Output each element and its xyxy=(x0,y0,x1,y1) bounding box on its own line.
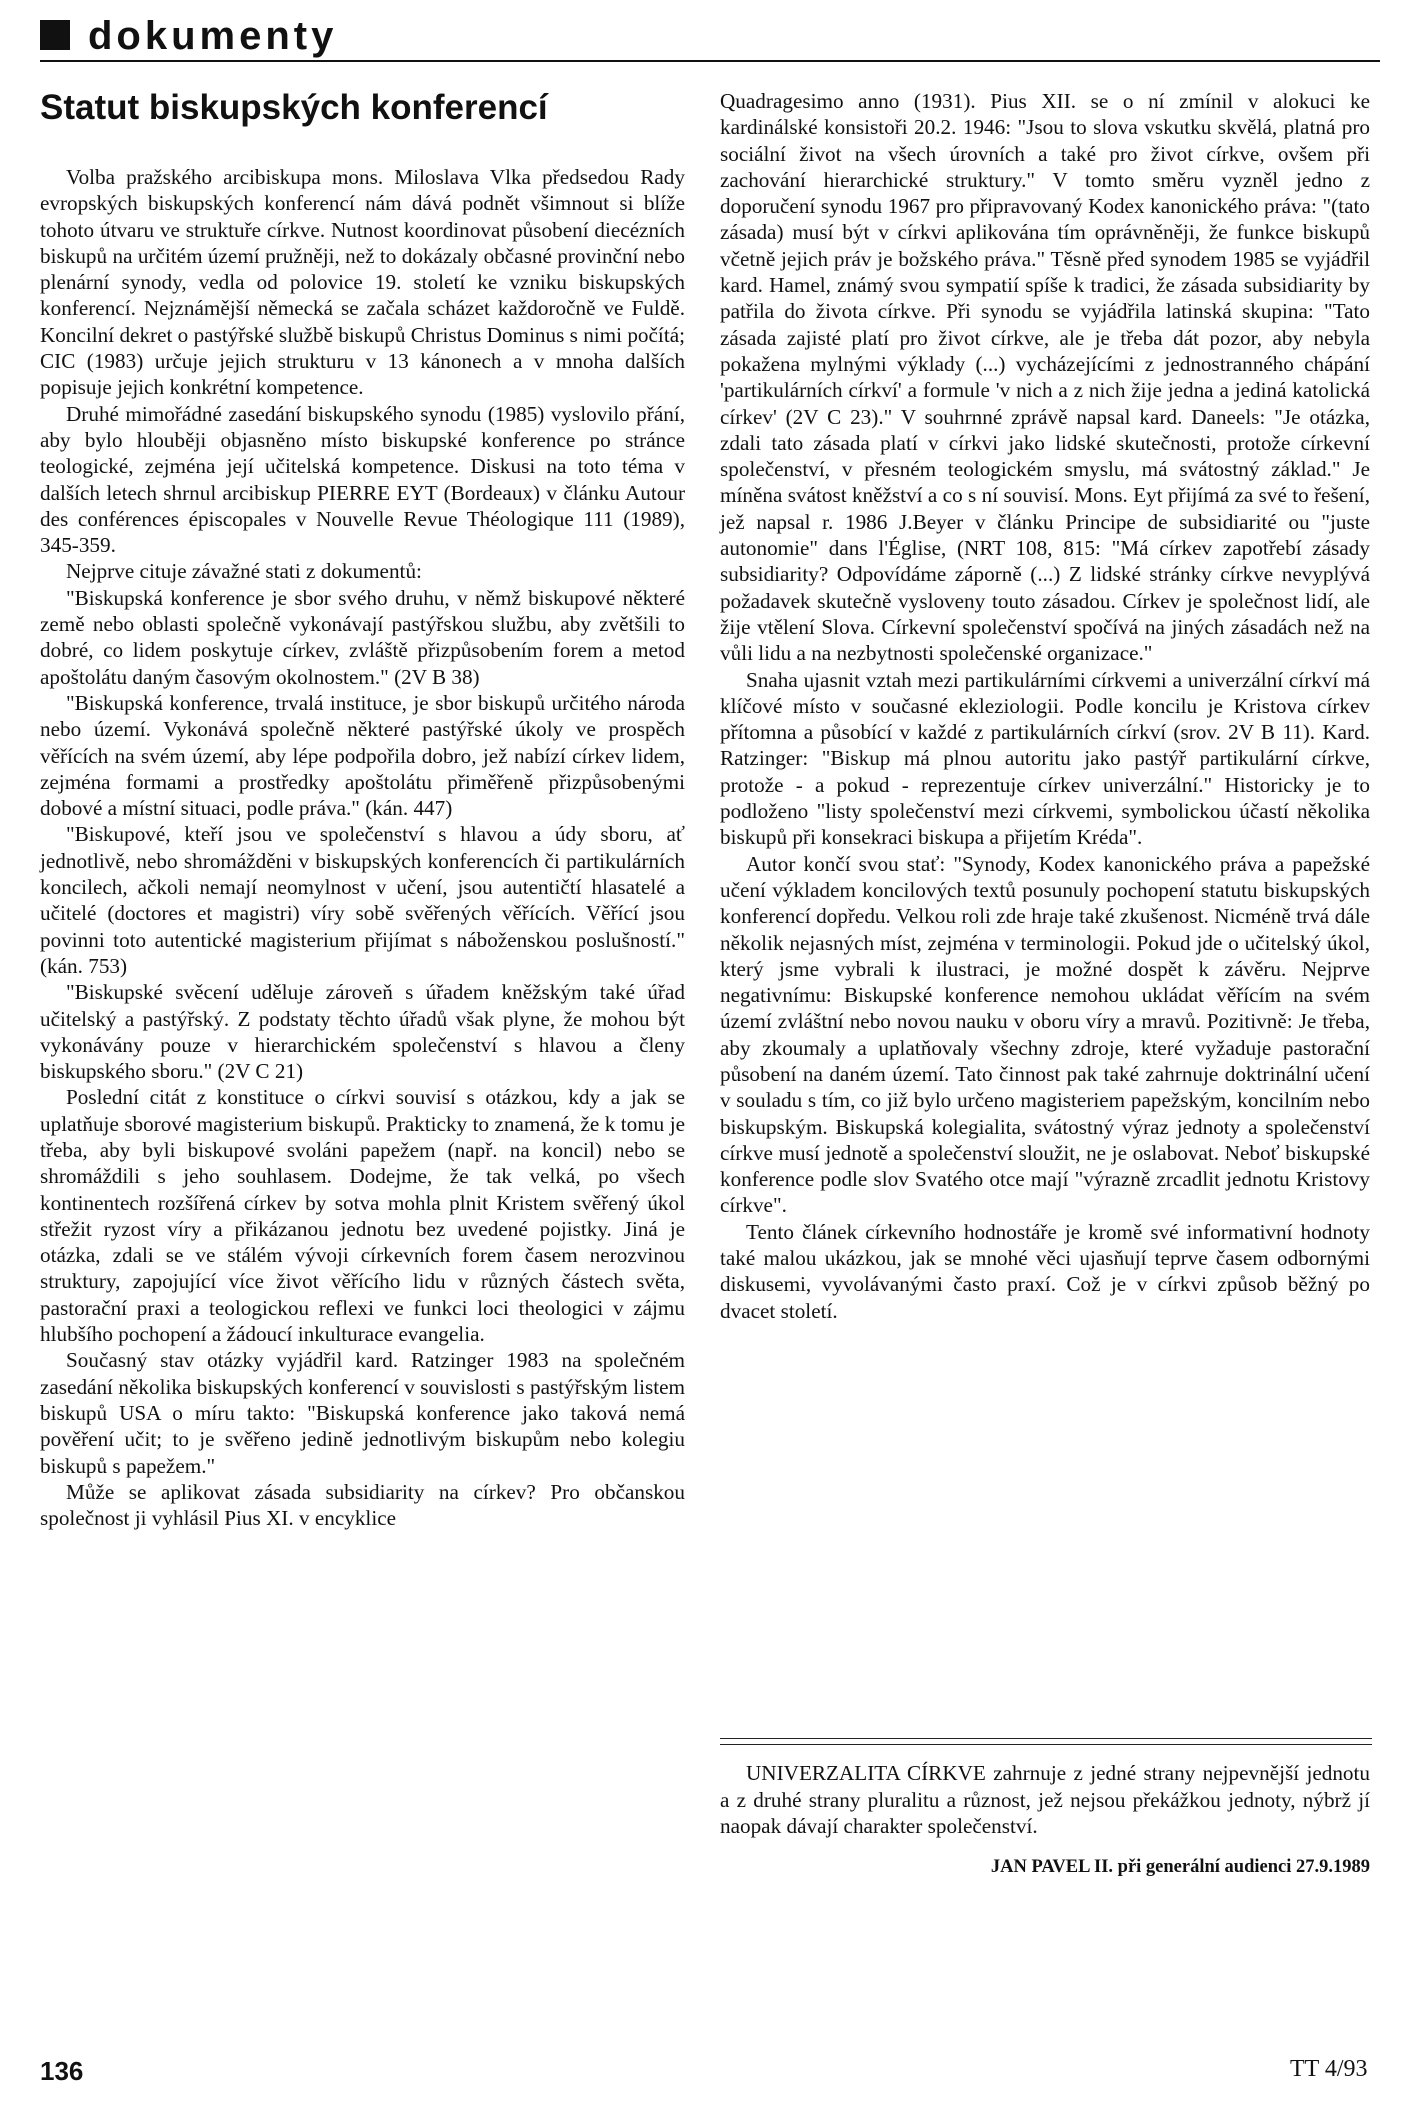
quote-box xyxy=(720,1760,1370,1880)
article-title: Statut biskupských konferencí xyxy=(40,88,548,127)
paragraph: Quadragesimo anno (1931). Pius XII. se o ní zmínil v alokuci ke kardinálské konsistoři 20.2. 1946: "Jsou to slova vskutku skvělá, platná pro sociální život na všech úrovních a také pro život církve, ovšem při zachování hierarchické struktury." V tomto směru vyzněl jedno z doporučení synodu 1967 pro připravovaný Kodex kanonického práva: "(tato zásada) musí být v církvi aplikována tím oprávněněji, že funkce biskupů včetně jejich práv je božského práva." Těsně před synodem 1985 se vyjádřil kard. Hamel, známý svou sympatií spíše k tradici, že zásada subsidiarity by patřila do života církve. Při synodu se vyjádřila latinská skupina: "Tato zásada zajisté platí pro život církve, ale je třeba dát pozor, aby nebyla pokažena mylnými výklady (...) vycházejícími z jednostranného chápání 'partikulárních církví' a formule 'v nich a z nich žije jedna a jediná katolická církev' (2V C 23)." V souhrnné zprávě napsal kard. Daneels: "Je otázka, zdali tato zásada platí v církvi jako lidské skutečnosti, protože církevní společenství, v přesném teologickém smyslu, má svátostný základ." Je míněna svátost kněžství a co s ní souvisí. Mons. Eyt přijímá za své to řešení, jež napsal r. 1986 J.Beyer v článku Principe de subsidiarité ou "juste autonomie" dans l'Église, (NRT 108, 815: "Má církev zapotřebí zásady subsidiarity? Odpovídáme záporně (...) Z lidské stránky církve nevyplývá požadavek skutečně vysloveny touto zásadou. Církev je společnost lidí, ale žije vtělení Slova. Církevní společenství spočívá na jiných zásadách než na vůli lidu a na nezbytnosti společenské organizace." xyxy=(720,89,1370,666)
paragraph: "Biskupské svěcení uděluje zároveň s úřadem kněžským také úřad učitelský a pastýřský. Z podstaty těchto úřadů však plyne, že mohou být vykonávány pouze v hierarchickém společenství s hlavou a členy biskupského sboru." (2V C 21) xyxy=(40,980,685,1084)
paragraph: "Biskupská konference je sbor svého druhu, v němž biskupové některé země nebo oblasti společně vykonávají pastýřskou službu, aby zvětšili to dobré, co lidem poskytuje církev, zvláště přizpůsobením forem a metod apoštolátu daným časovým okolnostem." (2V B 38) xyxy=(40,585,685,689)
divider-rule-top xyxy=(720,1738,1372,1739)
paragraph: Snaha ujasnit vztah mezi partikulárními církvemi a univerzální církví má klíčové místo v současné ekleziologii. Podle koncilu je Kristova církev přítomna a působící v každé z partikulárních církví (srov. 2V B 11). Kard. Ratzinger: "Biskup má plnou autoritu jako pastýř partikulární církve, protože - a pokud - reprezentuje církev univerzální." Historicky je to podloženo "listy společenství mezi církvemi, symbolickou účastí několika biskupů při konsekraci biskupa a přijetím Kréda". xyxy=(720,667,1370,850)
section-label: dokumenty xyxy=(88,14,338,58)
paragraph: Současný stav otázky vyjádřil kard. Ratzinger 1983 na společném zasedání několika biskupských konferencí v souvislosti s pastýřským listem biskupů USA o míru takto: "Biskupská konference jako taková nemá pověření učit; to je svěřeno jedině jednotlivým biskupům nebo kolegiu biskupů s papežem." xyxy=(40,1348,685,1478)
quote-text: UNIVERZALITA CÍRKVE zahrnuje z jedné strany nejpevnější jednotu a z druhé strany pluralitu a různost, jež nejsou překážkou jednoty, nýbrž jí naopak dávají charakter společenství. xyxy=(720,1761,1370,1838)
page-number: 136 xyxy=(40,2056,84,2086)
paragraph: Může se aplikovat zásada subsidiarity na církev? Pro občanskou společnost ji vyhlásil Pius XI. v encyklice xyxy=(40,1479,685,1531)
paragraph: "Biskupové, kteří jsou ve společenství s hlavou a údy sboru, ať jednotlivě, nebo shromážděni v biskupských konferencích či partikulárních koncilech, ačkoli nemají neomylnost v učení, jsou autentičtí hlasatelé a učitelé (doctores et magistri) víry sobě svěřených věřících. Věřící jsou povinni toto autentické magisterium přijímat s náboženskou poslušností." (kán. 753) xyxy=(40,822,685,978)
paragraph: Volba pražského arcibiskupa mons. Miloslava Vlka předsedou Rady evropských biskupských konferencí nám dává podnět všimnout si blíže tohoto útvaru ve struktuře církve. Nutnost koordinovat působení diecézních biskupů na určitém území pružněji, než to dokázaly občasné provinční nebo plenární synody, vedla od polovice 19. století ke vzniku biskupských konferencí. Nejznámější německá se začala scházet každoročně ve Fuldě. Koncilní dekret o pastýřské službě biskupů Christus Dominus s nimi počítá; CIC (1983) určuje jejich strukturu v 13 kánonech a v mnoha dalších popisuje jejich konkrétní kompetence. xyxy=(40,165,685,400)
paragraph: Autor končí svou stať: "Synody, Kodex kanonického práva a papežské učení výkladem koncilových textů posunuly pochopení statutu biskupských konferencí dopředu. Velkou roli zde hraje také zkušenost. Nicméně trvá dále několik nejasných míst, zejména v terminologii. Pokud jde o učitelský úkol, který jsme vybrali k ilustraci, je možné dospět k závěru. Nejprve negativnímu: Biskupské konference nemohou ukládat věřícím na svém území zvláštní nebo novou nauku v oboru víry a mravů. Pozitivně: Je třeba, aby zkoumaly a uplatňovaly všechny zdroje, které vyžaduje pastorační působení na daném území. Tato činnost pak také zahrnuje doktrinální učení v souladu s tím, co již bylo určeno magisteriem papežským, koncilním nebo biskupským. Biskupská kolegialita, svátostný výraz jednoty a společenství církve musí jednotě a společenství sloužit, ne je oslabovat. Neboť biskupské konference podle slov Svatého otce mají "výrazně zrcadlit jednotu Kristovy církve". xyxy=(720,851,1370,1218)
left-column xyxy=(40,164,685,1531)
right-column xyxy=(720,88,1370,1324)
paragraph: Poslední citát z konstituce o církvi souvisí s otázkou, kdy a jak se uplatňuje sborové magisterium biskupů. Prakticky to znamená, že k tomu je třeba, aby byli biskupové svoláni papežem (např. na koncil) nebo se shromáždili s jeho souhlasem. Dodejme, že tak velká, po všech kontinentech rozšířená církev by sotva mohla plnit Kristem svěřený úkol střežit ryzost víry a přikázanou jednotu bez uvedené pojistky. Jiná je otázka, zdali se ve stálém vývoji církevních forem časem nerozvinou struktury, zapojující více život věřícího lidu v různých částech světa, pastorační praxi a teologickou reflexi ve funkci loci theologici v zájmu hlubšího pochopení a žádoucí inkulturace evangelia. xyxy=(40,1085,685,1347)
paragraph: Tento článek církevního hodnostáře je kromě své informativní hodnoty také malou ukázkou, jak se mnohé věci ujasňují teprve časem odbornými diskusemi, vyvolávanými často praxí. Což je v církvi způsob běžný po dvacet století. xyxy=(720,1219,1370,1323)
section-square-icon xyxy=(40,20,70,50)
issue-label: TT 4/93 xyxy=(1290,2056,1368,2082)
divider-rule-bottom xyxy=(720,1744,1372,1745)
paragraph: Nejprve cituje závažné stati z dokumentů: xyxy=(66,559,422,584)
paragraph: "Biskupská konference, trvalá instituce, je sbor biskupů určitého národa nebo území. Vykonává společně některé pastýřské úkoly ve prospěch věřících na svém území, aby lépe podpořila dobro, jež nabízí církev lidem, zejména formami a prostředky apoštolátu přiměřeně přizpůsobenými dobové a místní situaci, podle práva." (kán. 447) xyxy=(40,690,685,821)
section-header xyxy=(40,12,1380,62)
paragraph: Druhé mimořádné zasedání biskupského synodu (1985) vyslovilo přání, aby bylo hlouběji objasněno místo biskupské konference po stránce teologické, zejména její učitelská kompetence. Diskusi na toto téma v dalších letech shrnul arcibiskup PIERRE EYT (Bordeaux) v článku Autour des conférences épiscopales v Nouvelle Revue Théologique 111 (1989), 345-359. xyxy=(40,401,685,558)
quote-signature: JAN PAVEL II. při generální audienci 27.9.1989 xyxy=(990,1856,1370,1877)
